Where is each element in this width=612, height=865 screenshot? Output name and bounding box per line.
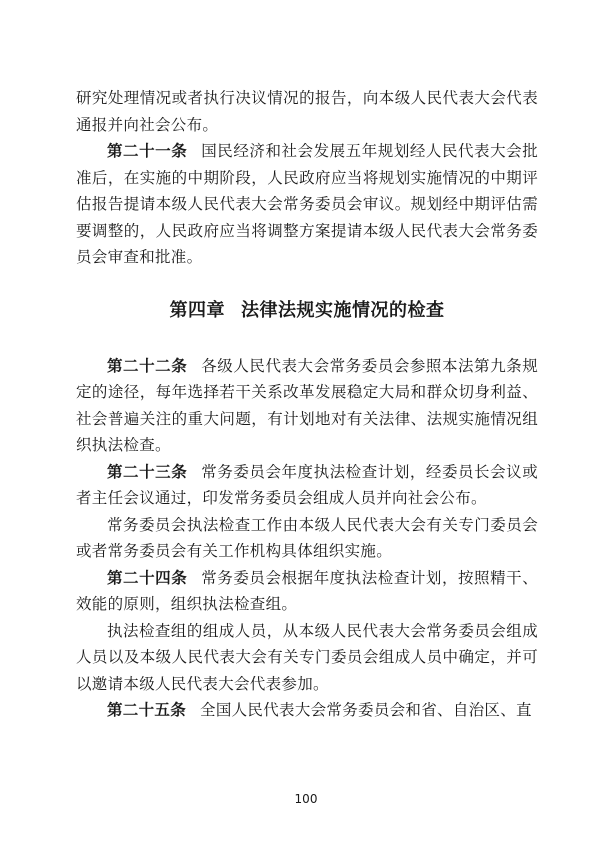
article-24 xyxy=(76,565,538,618)
article-25 xyxy=(76,697,538,724)
article-22 xyxy=(76,353,538,459)
paragraph-text: 全国人民代表大会常务委员会和省、自治区、直 xyxy=(200,701,532,719)
paragraph-text: 研究处理情况或者执行决议情况的报告，向本级人民代表大会代表通报并向社会公布。 xyxy=(76,89,538,134)
chapter-heading xyxy=(76,293,538,329)
article-21 xyxy=(76,138,538,271)
paragraph-text: 常务委员会根据年度执法检查计划，按照精干、效能的原则，组织执法检查组。 xyxy=(76,568,538,613)
article-number: 第二十四条 xyxy=(107,568,188,587)
paragraph-text: 常务委员会执法检查工作由本级人民代表大会有关专门委员会或者常务委员会有关工作机构具体组织实施。 xyxy=(76,515,538,560)
paragraph-text: 国民经济和社会发展五年规划经人民代表大会批准后，在实施的中期阶段，人民政府应当将规划实施情况的中期评估报告提请本级人民代表大会常务委员会审议。规划经中期评估需要调整的，人民政府应当将调整方案提请本级人民代表大会常务委员会审查和批准。 xyxy=(76,142,538,266)
article-number: 第二十五条 xyxy=(107,701,187,719)
article-23-paragraph-2 xyxy=(76,512,538,565)
paragraph-continuation xyxy=(76,85,538,138)
paragraph-text: 执法检查组的组成人员，从本级人民代表大会常务委员会组成人员以及本级人民代表大会有关专门委员会组成人员中确定，并可以邀请本级人民代表大会代表参加。 xyxy=(76,621,538,693)
article-23 xyxy=(76,459,538,512)
chapter-number: 第四章 xyxy=(169,299,225,321)
article-number: 第二十三条 xyxy=(107,462,188,481)
paragraph-text: 各级人民代表大会常务委员会参照本法第九条规定的途径，每年选择若干关系改革发展稳定大局和群众切身利益、社会普遍关注的重大问题，有计划地对有关法律、法规实施情况组织执法检查。 xyxy=(76,356,538,454)
page-number: 100 xyxy=(294,792,318,806)
article-24-paragraph-2 xyxy=(76,618,538,698)
paragraph-text: 常务委员会年度执法检查计划，经委员长会议或者主任会议通过，印发常务委员会组成人员并向社会公布。 xyxy=(76,462,538,507)
document-page xyxy=(76,85,538,724)
article-number: 第二十一条 xyxy=(107,142,188,160)
chapter-title: 法律法规实施情况的检查 xyxy=(241,299,445,321)
article-number: 第二十二条 xyxy=(107,356,188,375)
